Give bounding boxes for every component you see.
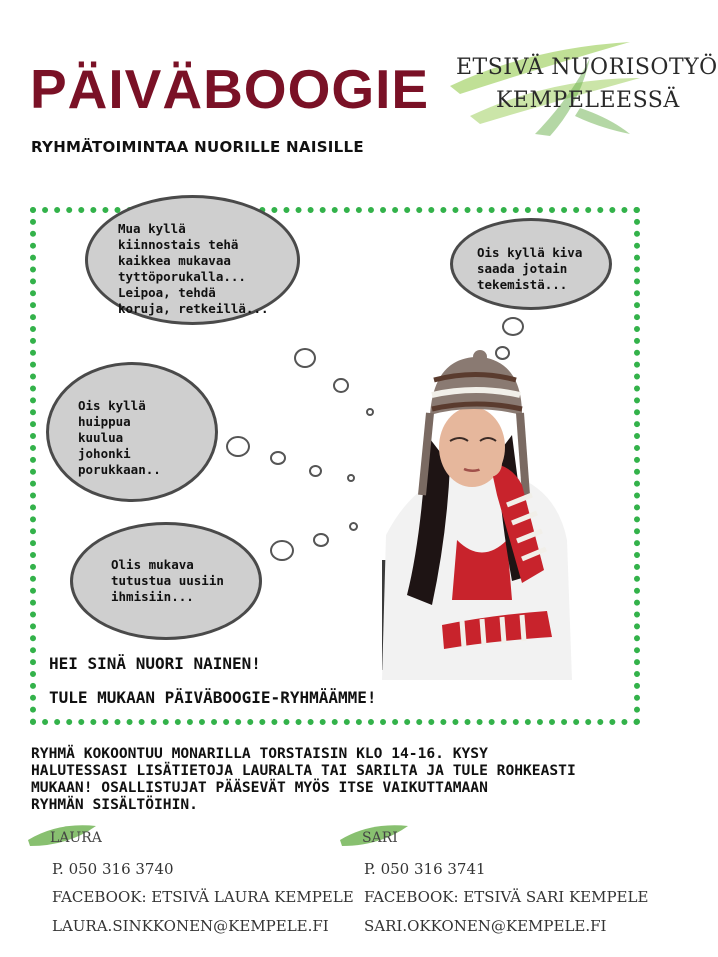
thought-dot: [333, 378, 349, 393]
thought-dot: [270, 451, 286, 465]
logo-line-2: KEMPELEESSÄ: [496, 88, 680, 113]
contact-phone[interactable]: P. 050 316 3741: [364, 860, 486, 878]
thought-bubble-interests: [85, 195, 300, 325]
callout-tule: TULE MUKAAN PÄIVÄBOOGIE-RYHMÄÄMME!: [49, 688, 377, 707]
contact-name: LAURA: [50, 830, 102, 846]
thought-dot: [502, 317, 524, 336]
thought-dot: [347, 474, 355, 482]
contact-name: SARI: [362, 830, 398, 846]
contact-email[interactable]: LAURA.SINKKONEN@KEMPELE.FI: [52, 917, 329, 935]
thought-dot: [226, 436, 250, 457]
contact-laura: [28, 830, 354, 945]
contact-phone[interactable]: P. 050 316 3740: [52, 860, 174, 878]
callout-hei: HEI SINÄ NUORI NAINEN!: [49, 654, 261, 673]
thought-bubble-text: Mua kyllä kiinnostais tehä kaikkea mukavaa tyttöporukalla... Leipoa, tehdä koruja, retkeillä...: [118, 221, 269, 316]
thought-bubble-text: Ois kyllä huippua kuulua johonki porukkaan..: [78, 398, 161, 477]
thought-dot: [309, 465, 322, 477]
contact-email[interactable]: SARI.OKKONEN@KEMPELE.FI: [364, 917, 607, 935]
thought-dot: [270, 540, 294, 561]
poster-subtitle: RYHMÄTOIMINTAA NUORILLE NAISILLE: [31, 138, 364, 156]
contact-facebook[interactable]: FACEBOOK: ETSIVÄ SARI KEMPELE: [364, 888, 649, 906]
organization-logo: [440, 38, 718, 138]
logo-line-1: ETSIVÄ NUORISOTYÖ: [456, 55, 718, 80]
thought-dot: [313, 533, 329, 547]
thought-bubble-activity: [450, 218, 612, 310]
thought-bubble-belonging: [46, 362, 218, 502]
contact-sari: [340, 830, 649, 945]
thought-bubble-text: Ois kyllä kiva saada jotain tekemistä...: [477, 245, 583, 292]
thinking-woman-photo: [372, 345, 584, 680]
info-paragraph: RYHMÄ KOKOONTUU MONARILLA TORSTAISIN KLO 14-16. KYSY HALUTESSASI LISÄTIETOJA LAURALTA TAI SARILTA JA TULE ROHKEASTI MUKAAN! OSALLISTUJAT PÄÄSEVÄT MYÖS ITSE VAIKUTTAMAAN RYHMÄN SISÄLTÖIHIN.: [31, 745, 576, 813]
thought-dot: [294, 348, 316, 368]
thought-bubble-text: Olis mukava tutustua uusiin ihmisiin...: [111, 557, 224, 604]
poster-title: PÄIVÄBOOGIE: [30, 58, 430, 120]
thought-bubble-meet-people: [70, 522, 262, 640]
thought-dot: [349, 522, 358, 531]
contact-facebook[interactable]: FACEBOOK: ETSIVÄ LAURA KEMPELE: [52, 888, 354, 906]
